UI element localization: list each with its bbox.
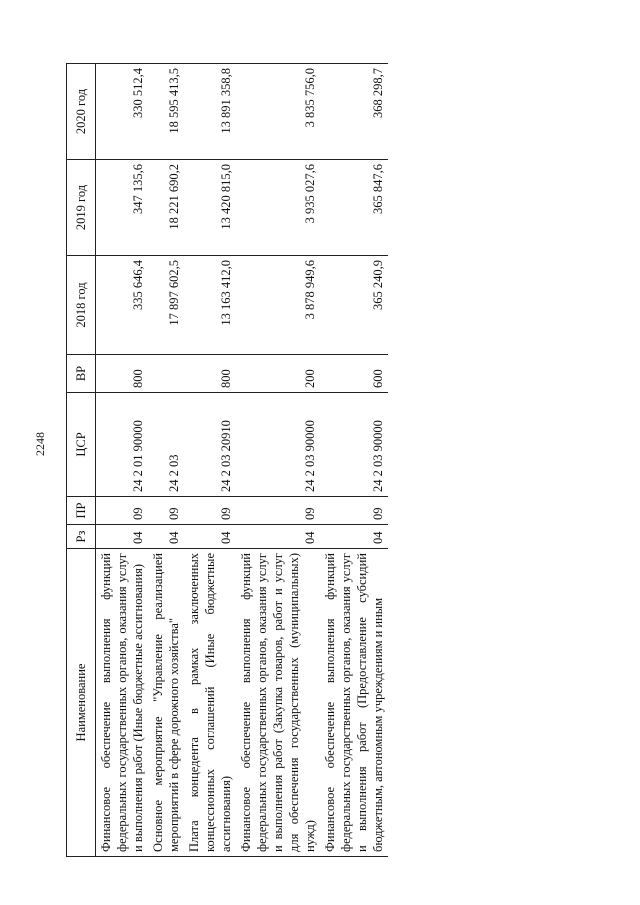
row-name: Основное мероприятие "Управление реализацией мероприятий в сфере дорожного хозяйства" xyxy=(148,549,184,857)
header-name: Наименование xyxy=(67,549,96,857)
row-2019: 347 135,6 xyxy=(96,160,149,256)
table-header-row xyxy=(67,64,96,857)
row-2020: 18 595 413,5 xyxy=(148,64,184,160)
row-csr: 24 2 03 20910 xyxy=(184,393,236,497)
row-2018: 13 163 412,0 xyxy=(184,256,236,355)
table-row xyxy=(320,64,388,857)
row-2018: 365 240,9 xyxy=(320,256,388,355)
row-pr: 09 xyxy=(148,497,184,525)
row-vr: 800 xyxy=(96,355,149,393)
table-row xyxy=(184,64,236,857)
header-rz: Рз xyxy=(67,525,96,549)
row-2020: 3 835 756,0 xyxy=(236,64,320,160)
row-vr: 600 xyxy=(320,355,388,393)
row-csr: 24 2 03 90000 xyxy=(236,393,320,497)
page-number: 2248 xyxy=(33,432,47,456)
row-csr: 24 2 03 xyxy=(148,393,184,497)
row-2019: 365 847,6 xyxy=(320,160,388,256)
header-vr: ВР xyxy=(67,355,96,393)
rotated-page xyxy=(66,64,600,857)
row-name: Финансовое обеспечение выполнения функций федеральных государственных органов, оказания услуг и выполнения работ (Иные бюджетные ассигнования) xyxy=(96,549,149,857)
row-rz: 04 xyxy=(236,525,320,549)
row-rz: 04 xyxy=(184,525,236,549)
row-pr: 09 xyxy=(320,497,388,525)
table-row xyxy=(96,64,149,857)
row-csr: 24 2 03 90000 xyxy=(320,393,388,497)
row-csr: 24 2 01 90000 xyxy=(96,393,149,497)
row-pr: 09 xyxy=(184,497,236,525)
row-pr: 09 xyxy=(236,497,320,525)
table-row xyxy=(236,64,320,857)
budget-table xyxy=(66,63,388,857)
row-2020: 330 512,4 xyxy=(96,64,149,160)
row-2019: 18 221 690,2 xyxy=(148,160,184,256)
header-2020: 2020 год xyxy=(67,64,96,160)
row-name: Плата концедента в рамках заключенных концессионных соглашений (Иные бюджетные ассигнования) xyxy=(184,549,236,857)
row-vr: 200 xyxy=(236,355,320,393)
row-name: Финансовое обеспечение выполнения функций федеральных государственных органов, оказания услуг и выполнения работ (Закупка товаров, работ и услуг для обеспечения государственных (муниципальных) нужд) xyxy=(236,549,320,857)
row-pr: 09 xyxy=(96,497,149,525)
row-2018: 3 878 949,6 xyxy=(236,256,320,355)
row-2020: 368 298,7 xyxy=(320,64,388,160)
row-name: Финансовое обеспечение выполнения функций федеральных государственных органов, оказания услуг и выполнения работ (Предоставление субсидий бюджетным, автономным учреждениям и иным xyxy=(320,549,388,857)
header-csr: ЦСР xyxy=(67,393,96,497)
table-row xyxy=(148,64,184,857)
row-2019: 3 935 027,6 xyxy=(236,160,320,256)
header-2018: 2018 год xyxy=(67,256,96,355)
header-pr: ПР xyxy=(67,497,96,525)
row-2019: 13 420 815,0 xyxy=(184,160,236,256)
row-rz: 04 xyxy=(148,525,184,549)
row-rz: 04 xyxy=(320,525,388,549)
row-rz: 04 xyxy=(96,525,149,549)
row-2018: 335 646,4 xyxy=(96,256,149,355)
row-vr xyxy=(148,355,184,393)
row-vr: 800 xyxy=(184,355,236,393)
header-2019: 2019 год xyxy=(67,160,96,256)
row-2018: 17 897 602,5 xyxy=(148,256,184,355)
row-2020: 13 891 358,8 xyxy=(184,64,236,160)
